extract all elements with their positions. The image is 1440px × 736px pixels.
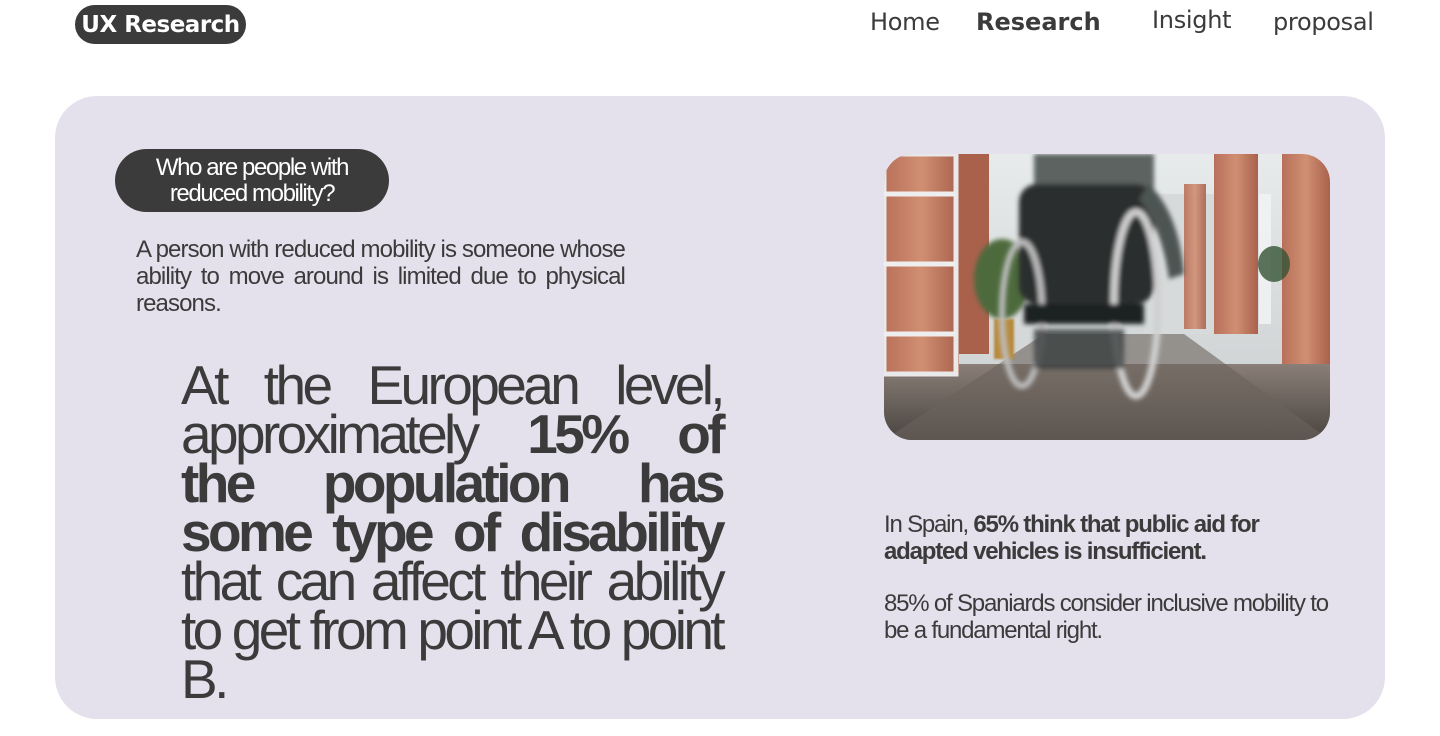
european-stat-part2: that can affect their ability to get from point A to point B. (181, 550, 722, 710)
logo[interactable]: UX Research (75, 5, 246, 44)
spain-aid-lead: In Spain, (884, 511, 974, 538)
nav-proposal-link[interactable]: proposal (1273, 8, 1374, 36)
nav-research-link[interactable]: Research (976, 8, 1101, 36)
inclusive-mobility-stat: 85% of Spaniards consider inclusive mobility to be a fundamental right. (884, 590, 1328, 644)
spain-aid-stat (884, 511, 1334, 565)
spain-aid-highlight: 65% think that public aid for adapted vehicles is insufficient. (884, 511, 1259, 565)
wheelchair-photo (884, 154, 1330, 440)
european-stat-highlight: 15% of the population has some type of disability (181, 403, 722, 563)
european-stat-text (181, 354, 722, 710)
nav-home-link[interactable]: Home (870, 8, 940, 36)
nav-insight-link[interactable]: Insight (1152, 6, 1232, 34)
european-stat-part1: At the European level, approximately (181, 354, 722, 465)
question-badge: Who are people with reduced mobility? (115, 149, 389, 212)
definition-text: A person with reduced mobility is someone whose ability to move around is limited due to physical reasons. (136, 236, 625, 317)
